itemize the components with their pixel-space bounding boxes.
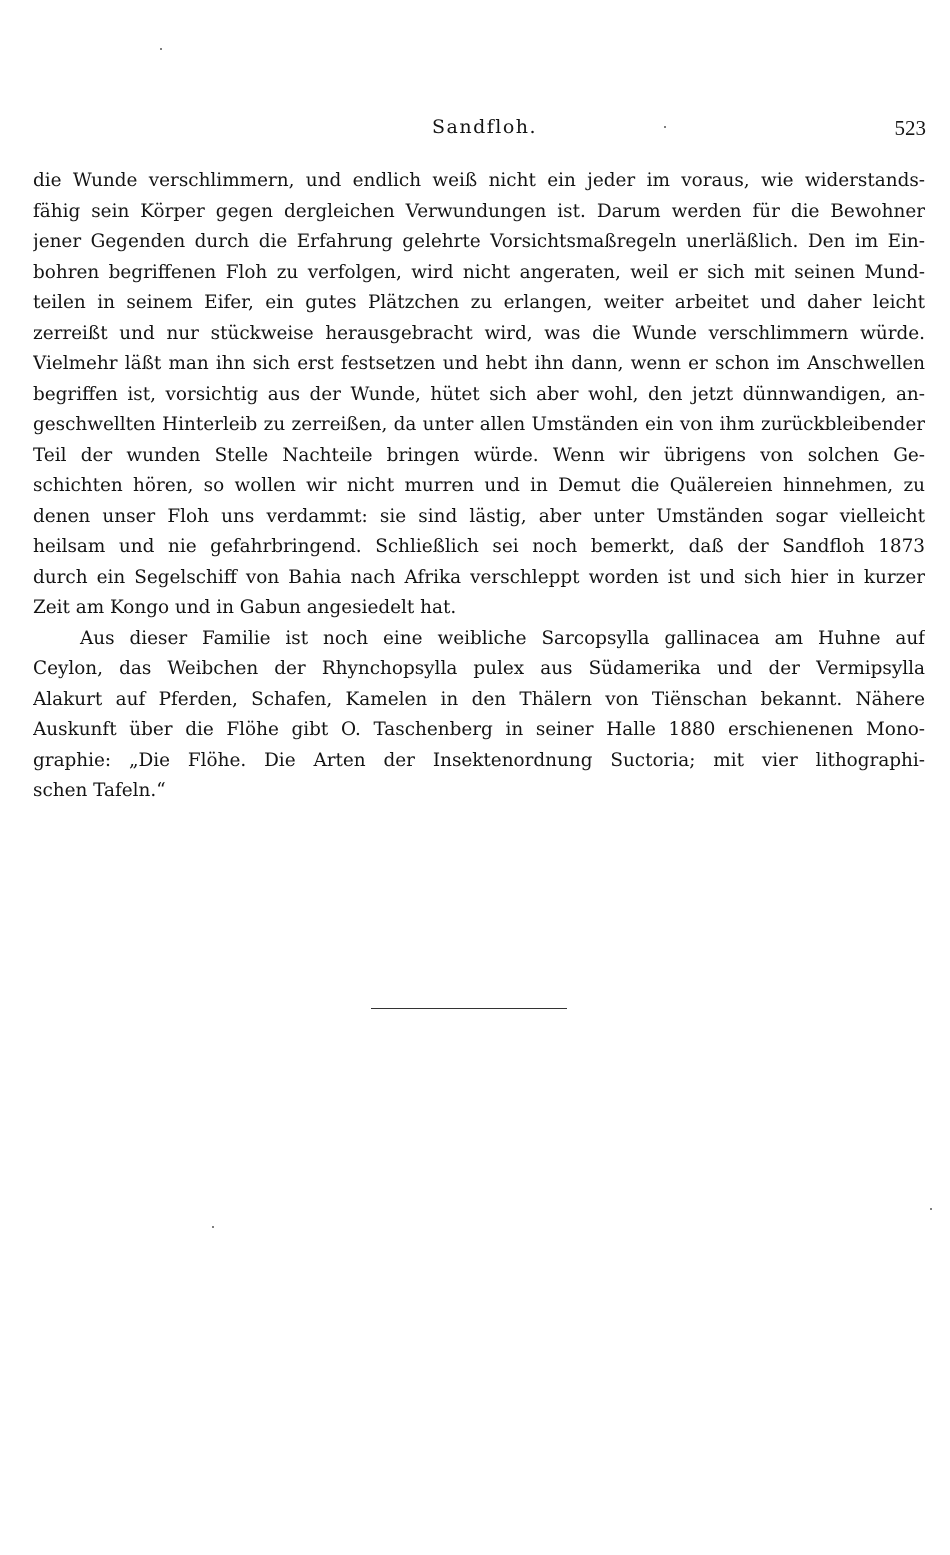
text-line: teilen in seinem Eifer, ein gutes Plätzchen zu erlangen, weiter arbeitet und daher leicht	[33, 292, 925, 313]
text-line: durch ein Segelschiff von Bahia nach Afrika verschleppt worden ist und sich hier in kurzer	[33, 566, 925, 588]
text-line: Ceylon, das Weibchen der Rhynchopsylla pulex aus Südamerika und der Vermipsylla	[33, 658, 925, 679]
text-line: graphie: „Die Flöhe. Die Arten der Insektenordnung Suctoria; mit vier lithographi-	[33, 749, 925, 771]
running-head	[0, 116, 950, 146]
text-line: Aus dieser Familie ist noch eine weibliche Sarcopsylla gallinacea am Huhne auf	[80, 627, 925, 649]
text-line: schichten hören, so wollen wir nicht murren und in Demut die Quälereien hinnehmen, zu	[33, 475, 925, 496]
text-line: die Wunde verschlimmern, und endlich weiß nicht ein jeder im voraus, wie widerstands-	[33, 170, 925, 191]
paper-speck	[160, 48, 162, 50]
text-line: Alakurt auf Pferden, Schafen, Kamelen in den Thälern von Tiënschan bekannt. Nähere	[33, 688, 925, 710]
paper-speck	[212, 1226, 214, 1228]
paragraph-1	[33, 166, 925, 624]
body-text	[33, 166, 925, 807]
text-line: geschwellten Hinterleib zu zerreißen, da unter allen Umständen ein von ihm zurückbleibender	[33, 414, 925, 435]
page-number: 523	[894, 116, 926, 140]
text-line: schen Tafeln.“	[33, 780, 166, 801]
paper-speck	[930, 1208, 932, 1210]
text-line: jener Gegenden durch die Erfahrung gelehrte Vorsichtsmaßregeln unerläßlich. Den im Ein-	[33, 231, 925, 252]
text-line: Teil der wunden Stelle Nachteile bringen würde. Wenn wir übrigens von solchen Ge-	[33, 444, 925, 466]
text-line: denen unser Floh uns verdammt: sie sind lästig, aber unter Umständen sogar vielleicht	[33, 505, 925, 527]
closing-rule	[371, 1008, 567, 1009]
text-line: bohren begriffenen Floh zu verfolgen, wird nicht angeraten, weil er sich mit seinen Mund-	[33, 261, 925, 283]
text-line: Vielmehr läßt man ihn sich erst festsetzen und hebt ihn dann, wenn er schon im Anschwellen	[33, 353, 925, 374]
text-line: heilsam und nie gefahrbringend. Schließlich sei noch bemerkt, daß der Sandfloh 1873	[33, 536, 925, 557]
running-head-title: Sandfloh.	[432, 116, 538, 138]
text-line: fähig sein Körper gegen dergleichen Verwundungen ist. Darum werden für die Bewohner	[33, 200, 925, 222]
text-line: begriffen ist, vorsichtig aus der Wunde, hütet sich aber wohl, den jetzt dünnwandigen, an-	[33, 383, 925, 405]
text-line: Zeit am Kongo und in Gabun angesiedelt hat.	[33, 597, 457, 618]
paper-speck	[664, 126, 666, 128]
text-line: Auskunft über die Flöhe gibt O. Taschenberg in seiner Halle 1880 erschienenen Mono-	[33, 719, 925, 740]
text-line: zerreißt und nur stückweise herausgebracht wird, was die Wunde verschlimmern würde.	[33, 322, 925, 344]
paragraph-2	[33, 624, 925, 807]
